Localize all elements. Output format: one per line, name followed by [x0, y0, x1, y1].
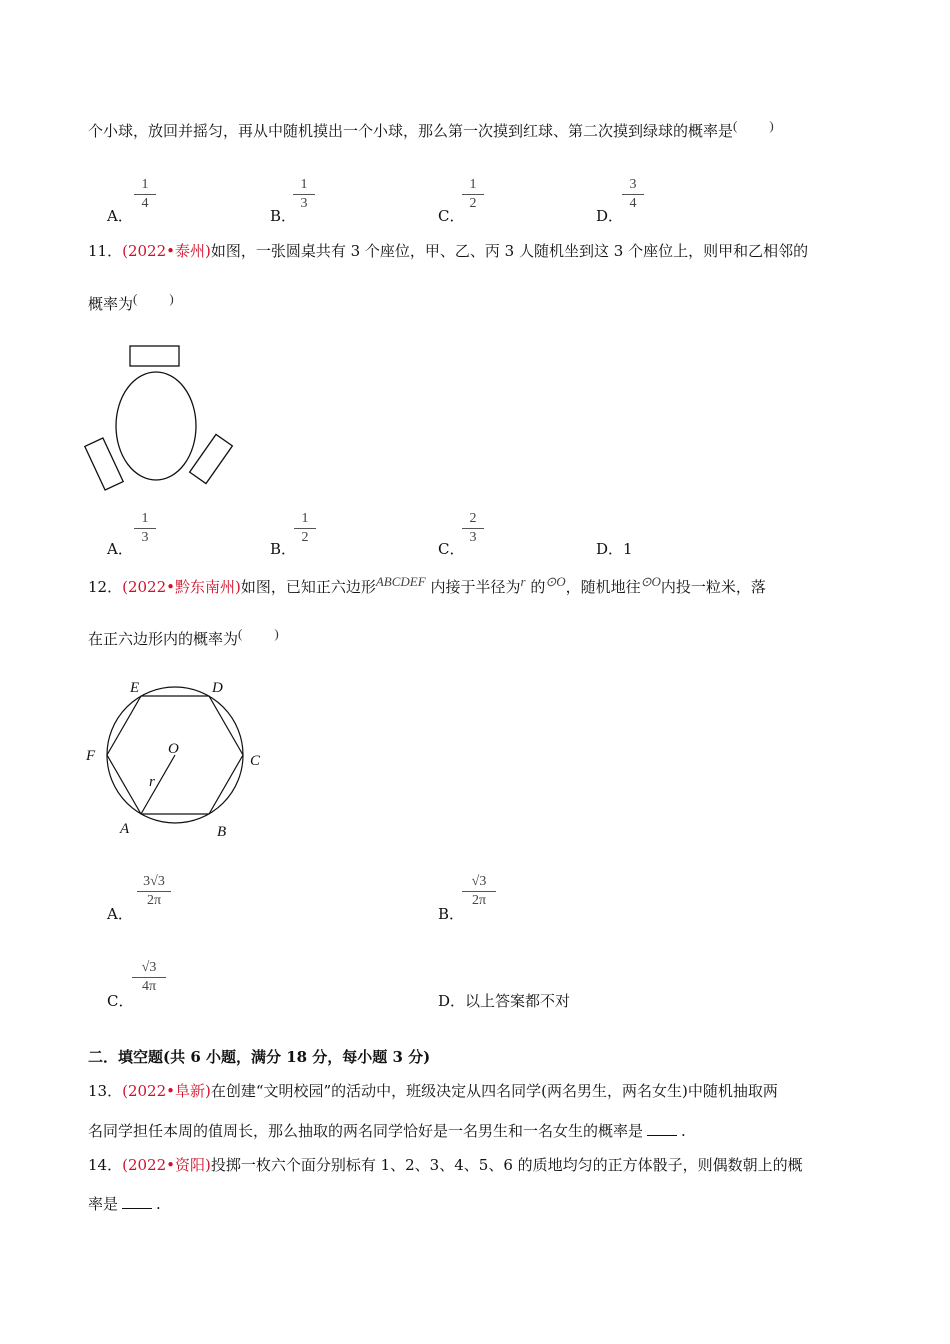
q12-line2: 在正六边形内的概率为( ) — [88, 626, 279, 648]
q12-option-a-label: A． — [107, 905, 133, 923]
q10-text: 个小球，放回并摇匀，再从中随机摸出一个小球，那么第一次摸到红球、第二次摸到绿球的概率是( ) — [88, 118, 774, 140]
label-c: C — [250, 753, 261, 769]
q11-option-a-fraction: $\frac{1}{3}$ — [134, 511, 156, 546]
q10-option-d-fraction: $\frac{3}{4}$ — [622, 177, 644, 212]
label-d: D — [212, 680, 223, 696]
q10-option-d-label: D． — [596, 207, 624, 225]
q11-option-c-label: C． — [438, 540, 465, 558]
q13-source: (2022•阜新) — [122, 1082, 211, 1100]
q12-option-b-label: B． — [438, 905, 465, 923]
q13-line1: 13．(2022•阜新)在创建“文明校园”的活动中，班级决定从四名同学(两名男生，两名女生)中随机抽取两 — [88, 1082, 778, 1100]
q10-option-b-label: B． — [270, 207, 297, 225]
q14-answer-blank[interactable] — [122, 1196, 152, 1209]
q10-option-b-fraction: $\frac{1}{3}$ — [293, 177, 315, 212]
label-a: A — [120, 821, 130, 837]
seat-left — [85, 438, 123, 490]
q12-line1: 12．(2022•黔东南州)如图，已知正六边形ABCDEF 内接于半径为r 的⊙O，随机地往⊙O内投一粒米，落 — [88, 574, 766, 596]
q11-option-b-fraction: $\frac{1}{2}$ — [294, 511, 316, 546]
q11-option-d: D．1 — [596, 540, 633, 558]
label-f: F — [86, 748, 96, 764]
q10-option-c-fraction: $\frac{1}{2}$ — [462, 177, 484, 212]
q12-source: (2022•黔东南州) — [122, 578, 241, 596]
seat-top — [130, 346, 179, 366]
q12-option-a-fraction: $\frac{3√3}{2\pi}$ — [137, 874, 171, 909]
label-b: B — [217, 824, 227, 840]
q12-option-c-fraction: $\frac{√3}{4\pi}$ — [132, 960, 166, 995]
q11-option-a-label: A． — [107, 540, 133, 558]
q11-option-c-fraction: $\frac{2}{3}$ — [462, 511, 484, 546]
q10-paren-open: ( — [733, 118, 738, 133]
q12-option-b-fraction: $\frac{√3}{2\pi}$ — [462, 874, 496, 909]
q13-answer-blank[interactable] — [647, 1123, 677, 1136]
q14-line1: 14．(2022•资阳)投掷一枚六个面分别标有 1、2、3、4、5、6 的质地均匀的正方体骰子，则偶数朝上的概 — [88, 1156, 803, 1174]
round-table-figure — [80, 340, 240, 500]
radius-r — [141, 755, 175, 814]
label-o: O — [168, 741, 179, 757]
q12-option-c-label: C． — [107, 992, 134, 1010]
q14-line2: 率是 . — [88, 1195, 161, 1213]
q12-option-d: D．以上答案都不对 — [438, 992, 571, 1010]
q14-source: (2022•资阳) — [122, 1156, 211, 1174]
q11-line1: 11．(2022•泰州)如图，一张圆桌共有 3 个座位，甲、乙、丙 3 人随机坐到这 3 个座位上，则甲和乙相邻的 — [88, 242, 809, 260]
q13-line2: 名同学担任本周的值周长，那么抽取的两名同学恰好是一名男生和一名女生的概率是 . — [88, 1122, 686, 1140]
section-title: 二．填空题(共 6 小题，满分 18 分，每小题 3 分) — [88, 1048, 431, 1066]
hexagon-figure — [80, 670, 280, 845]
q11-option-b-label: B． — [270, 540, 297, 558]
q10-option-a-fraction: $\frac{1}{4}$ — [134, 177, 156, 212]
label-e: E — [130, 680, 140, 696]
q10-option-a-label: A． — [107, 207, 133, 225]
table-ellipse — [116, 372, 196, 480]
q11-line2: 概率为( ) — [88, 291, 174, 313]
seat-right — [190, 434, 233, 483]
q11-source: (2022•泰州) — [122, 242, 211, 260]
q10-option-c-label: C． — [438, 207, 465, 225]
q10-paren-close: ) — [769, 118, 774, 133]
label-r: r — [149, 774, 155, 790]
